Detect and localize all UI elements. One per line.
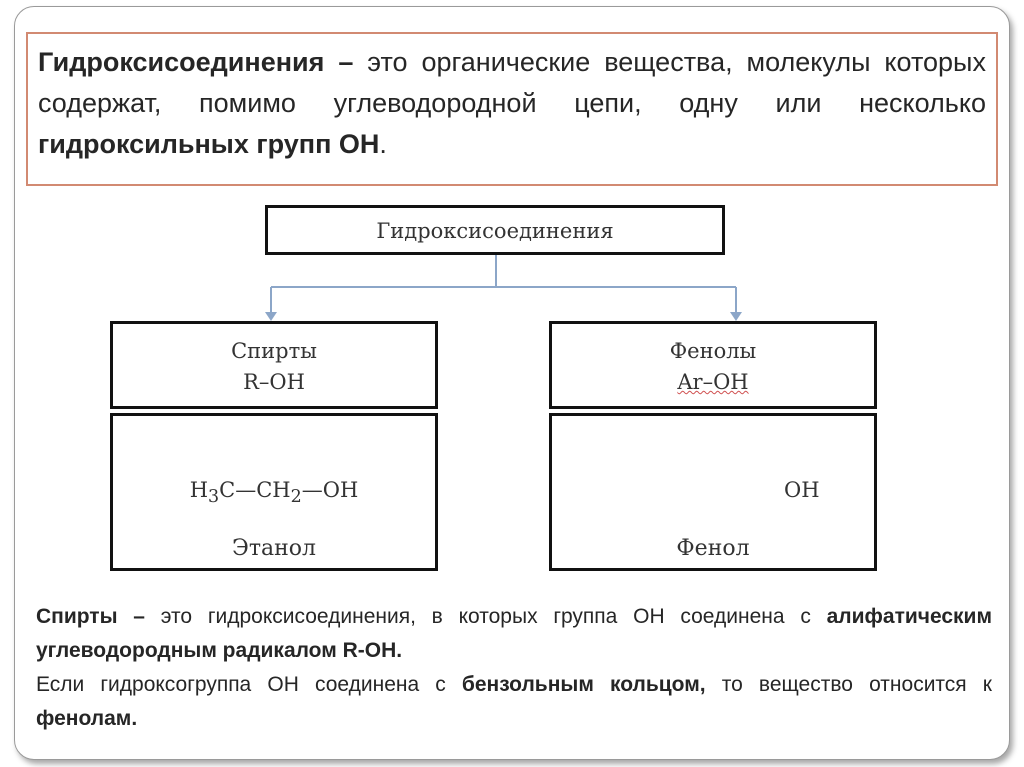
connector-right-arrowhead <box>730 312 742 321</box>
bottom-p1-bold: Спирты – <box>36 605 145 628</box>
bottom-p2-bold2: фенолам. <box>36 707 138 730</box>
ethanol-example-box <box>110 413 438 571</box>
ethanol-sub3: 3 <box>208 487 220 508</box>
bottom-paragraph-2 <box>36 668 992 736</box>
connector-left-arrowhead <box>265 312 277 321</box>
definition-term: Гидроксисоединения <box>38 47 325 77</box>
alcohols-formula: R–OH <box>243 370 305 394</box>
phenol-oh-label: OH <box>784 478 820 502</box>
definition-bold-end: гидроксильных групп ОН <box>38 129 380 159</box>
definition-dash: – <box>338 47 354 77</box>
alcohols-title: Спирты <box>231 339 317 363</box>
phenols-formula <box>552 367 874 398</box>
bottom-p2-text2: то вещество относится к <box>721 673 992 696</box>
root-node <box>265 205 725 255</box>
bottom-p2-text: Если гидроксогруппа ОН соединена с <box>36 673 446 696</box>
ethanol-formula <box>113 478 435 507</box>
root-label: Гидроксисоединения <box>376 219 614 243</box>
ethanol-name: Этанол <box>231 536 316 561</box>
ethanol-sub2: 2 <box>290 487 302 508</box>
bottom-p1-text: это гидроксисоединения, в которых группа ОН соединена с <box>160 605 811 628</box>
bottom-p2-bold: бензольным кольцом, <box>461 673 706 696</box>
alcohols-category-box <box>110 321 438 409</box>
phenols-category-box <box>549 321 877 409</box>
phenol-example-box <box>549 413 877 571</box>
bottom-p1-bold2: алифатическим углеводородным радикалом R-OH. <box>36 605 992 662</box>
ethanol-c-ch: C—CH <box>219 478 291 502</box>
phenols-formula-text: Ar–OH <box>677 370 749 394</box>
bottom-text <box>36 600 992 736</box>
ethanol-h: H <box>189 478 209 502</box>
phenol-name: Фенол <box>676 536 750 561</box>
phenols-title: Фенолы <box>669 339 757 363</box>
definition-period: . <box>379 129 387 159</box>
definition-text: это органические вещества, молекулы которых содержат, помимо углеводородной цепи, одну или несколько <box>38 47 986 118</box>
ethanol-oh: —OH <box>301 478 359 502</box>
bottom-paragraph-1 <box>36 600 992 668</box>
